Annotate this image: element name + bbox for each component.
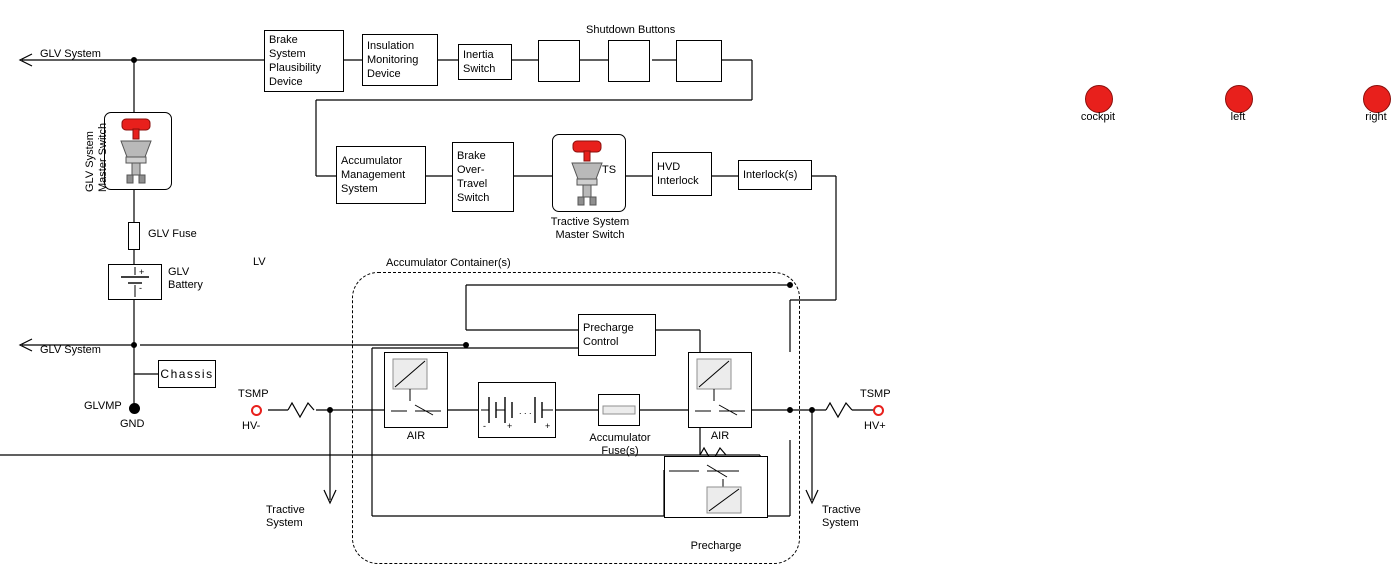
svg-text:+: +	[507, 421, 513, 431]
accumulator-fuse-label: Accumulator Fuse(s)	[589, 432, 651, 457]
shutdown-button-cockpit-box[interactable]	[538, 40, 1116, 123]
glvmp-label: GLVMP	[84, 400, 122, 412]
brake-system-plausibility-device-label: Brake System Plausibility Device	[269, 34, 321, 88]
shutdown-buttons-label: Shutdown Buttons	[586, 24, 676, 36]
air-right-contactor-icon	[689, 353, 751, 427]
insulation-monitoring-device-label: Insulation Monitoring Device	[367, 40, 419, 80]
tsmp-negative-label: TSMP	[238, 388, 269, 400]
glv-system-top-label: GLV System	[40, 48, 101, 60]
shutdown-button-right-label: right	[1365, 111, 1387, 123]
tractive-system-master-switch-label: Tractive System Master Switch	[550, 216, 630, 241]
brake-over-travel-switch-label: Brake Over- Travel Switch	[457, 150, 490, 204]
air-left-contactor-icon	[385, 353, 447, 427]
chassis-box[interactable]	[158, 360, 216, 388]
fuse-icon	[599, 395, 639, 425]
accumulator-management-system-label: Accumulator Management System	[341, 155, 406, 195]
svg-text:-: -	[139, 283, 142, 293]
brake-system-plausibility-device-box[interactable]	[264, 30, 344, 92]
brake-over-travel-switch-box[interactable]	[452, 142, 514, 212]
insulation-monitoring-device-box[interactable]	[362, 34, 438, 86]
svg-text:+: +	[545, 421, 551, 431]
battery-icon	[109, 265, 161, 299]
hvd-interlock-box[interactable]	[652, 152, 712, 196]
svg-text:-: -	[483, 421, 486, 431]
hv-positive-label: HV+	[864, 420, 886, 432]
glv-battery-symbol	[108, 264, 162, 300]
ts-label: TS	[602, 164, 617, 176]
precharge-control-label: Precharge Control	[583, 322, 634, 348]
tsmp-negative-terminal[interactable]	[251, 405, 262, 416]
svg-text:+: +	[139, 267, 145, 277]
precharge-control-box[interactable]	[578, 314, 656, 356]
tsmp-positive-terminal[interactable]	[873, 405, 884, 416]
glv-system-mid-label: GLV System	[40, 344, 101, 356]
shutdown-button-cockpit-icon[interactable]	[1085, 85, 1113, 113]
hv-negative-label: HV-	[242, 420, 261, 432]
inertia-switch-label: Inertia Switch	[463, 49, 496, 75]
precharge-relay-box	[664, 456, 768, 518]
inertia-switch-box[interactable]	[458, 44, 512, 80]
precharge-relay-icon	[665, 457, 767, 517]
glv-battery-label: GLV Battery	[168, 266, 203, 291]
shutdown-button-cockpit-label: cockpit	[1080, 111, 1116, 123]
glv-fuse-symbol	[128, 222, 140, 250]
tractive-system-right-label: Tractive System	[822, 504, 861, 529]
shutdown-button-left-icon[interactable]	[1225, 85, 1253, 113]
tractive-system-left-label: Tractive System	[266, 504, 305, 529]
interlocks-box[interactable]	[738, 160, 812, 190]
shutdown-button-left-label: left	[1230, 111, 1246, 123]
air-right-label: AIR	[710, 430, 730, 442]
shutdown-button-right-icon[interactable]	[1363, 85, 1391, 113]
air-right-box	[688, 352, 752, 428]
interlocks-label: Interlock(s)	[743, 169, 798, 181]
svg-text:. . .: . . .	[519, 406, 532, 416]
accumulator-management-system-box[interactable]	[336, 146, 426, 204]
glv-fuse-label: GLV Fuse	[148, 228, 197, 240]
hvd-interlock-label: HVD Interlock	[657, 161, 699, 187]
accumulator-container-label: Accumulator Container(s)	[382, 257, 515, 270]
accumulator-fuse-symbol	[598, 394, 640, 426]
glv-master-switch-icon	[105, 113, 171, 189]
air-left-box	[384, 352, 448, 428]
glv-master-switch-label: GLV System Master Switch	[84, 122, 109, 192]
accumulator-cell-stack	[478, 382, 556, 438]
glvmp-gnd-dot	[129, 403, 140, 414]
air-left-label: AIR	[406, 430, 426, 442]
cell-stack-icon	[479, 383, 555, 437]
tsmp-positive-label: TSMP	[860, 388, 891, 400]
lv-label: LV	[253, 256, 266, 268]
chassis-label: Chassis	[160, 367, 214, 381]
gnd-label: GND	[120, 418, 145, 430]
precharge-label: Precharge	[690, 540, 742, 552]
